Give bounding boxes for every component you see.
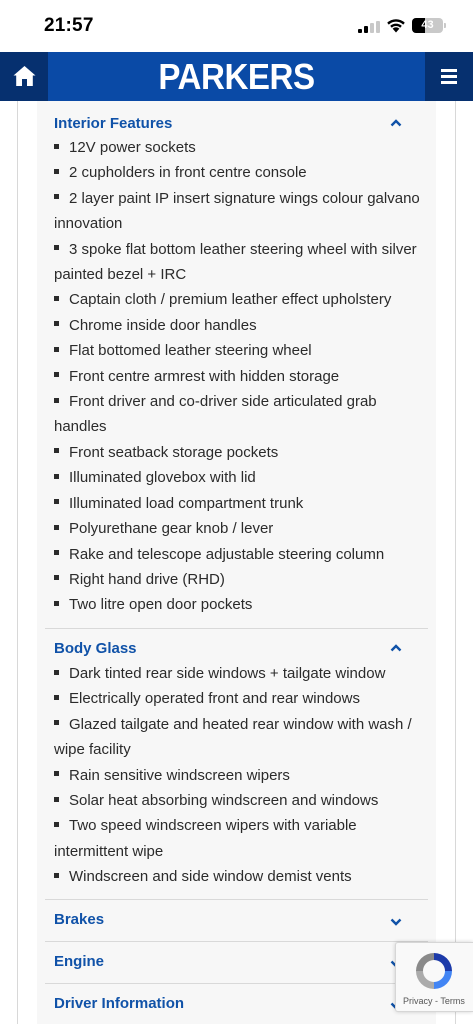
bullet: [54, 720, 59, 725]
list-item: [54, 465, 428, 490]
list-item-text: Dark tinted rear side windows + tailgate window: [69, 665, 386, 682]
list-item: [54, 567, 428, 592]
bullet: [54, 321, 59, 326]
list-item-text: Two litre open door pockets: [69, 596, 253, 614]
section-title-brakes[interactable]: Brakes: [54, 911, 105, 928]
list-item-text: 2 layer paint IP insert signature wings colour galvano innovation: [54, 189, 420, 233]
bullet: [54, 695, 59, 700]
list-item: [54, 712, 428, 763]
bullet: [54, 601, 59, 606]
list-item: [54, 313, 428, 338]
list-item-text: 12V power sockets: [69, 139, 196, 156]
list-item: [54, 287, 428, 312]
section-divider: [45, 983, 428, 984]
bullet: [54, 398, 59, 403]
list-item: [54, 542, 428, 567]
battery-icon: [412, 18, 443, 33]
list-item: [54, 237, 428, 288]
section-title-driver-information[interactable]: Driver Information: [54, 995, 185, 1012]
list-item: [54, 516, 428, 541]
list-item-text: Front seatback storage pockets: [69, 443, 279, 461]
bullet: [54, 575, 59, 580]
chevron-down-icon[interactable]: [390, 918, 402, 926]
section-title-interior-features[interactable]: Interior Features: [54, 115, 173, 132]
list-item-text: Rake and telescope adjustable steering column: [69, 545, 385, 563]
list-item-text: Electrically operated front and rear windows: [69, 690, 360, 708]
list-item-text: Solar heat absorbing windscreen and windows: [69, 792, 379, 810]
list-item-text: Illuminated load compartment trunk: [69, 494, 304, 512]
list-item-text: Chrome inside door handles: [69, 316, 257, 334]
list-item: [54, 864, 428, 889]
status-time: 21:57: [44, 15, 94, 36]
cellular-signal-icon: [358, 21, 380, 33]
list-item-text: Captain cloth / premium leather effect upholstery: [69, 291, 392, 309]
bullet: [54, 144, 59, 149]
bullet: [54, 771, 59, 776]
list-item: [54, 135, 428, 160]
list-item-text: Front driver and co-driver side articulated grab handles: [54, 393, 377, 436]
list-item: [54, 813, 428, 864]
list-item: [54, 364, 428, 389]
status-bar: [0, 0, 473, 52]
list-item: [54, 389, 428, 440]
bullet: [54, 873, 59, 878]
body-glass-list: [54, 661, 428, 890]
battery-nub: [444, 23, 446, 28]
menu-button[interactable]: [425, 52, 473, 101]
home-icon: [12, 64, 37, 88]
list-item-text: Glazed tailgate and heated rear window with wash / wipe facility: [54, 715, 412, 759]
section-divider: [45, 628, 428, 629]
list-item-text: 3 spoke flat bottom leather steering wheel with silver painted bezel + IRC: [54, 240, 417, 284]
list-item-text: Right hand drive (RHD): [69, 570, 225, 588]
recaptcha-badge[interactable]: [395, 942, 473, 1012]
list-item: [54, 338, 428, 363]
bullet: [54, 797, 59, 802]
bullet: [54, 474, 59, 479]
list-item: [54, 788, 428, 813]
list-item-text: Flat bottomed leather steering wheel: [69, 342, 312, 360]
chevron-up-icon[interactable]: [390, 119, 402, 127]
recaptcha-privacy-terms[interactable]: Privacy - Terms: [403, 996, 465, 1006]
list-item: [54, 491, 428, 516]
bullet: [54, 296, 59, 301]
site-header: [0, 52, 473, 101]
bullet: [54, 169, 59, 174]
recaptcha-logo-icon: [412, 949, 456, 993]
list-item-text: Polyurethane gear knob / lever: [69, 520, 274, 538]
list-item-text: Windscreen and side window demist vents: [69, 868, 352, 886]
list-item: [54, 686, 428, 711]
wifi-icon: [386, 17, 406, 33]
bullet: [54, 550, 59, 555]
section-divider: [45, 899, 428, 900]
interior-features-list: [54, 135, 428, 618]
bullet: [54, 822, 59, 827]
section-title-body-glass[interactable]: Body Glass: [54, 640, 137, 657]
bullet: [54, 499, 59, 504]
content-border-left: [17, 101, 18, 1024]
list-item: [54, 763, 428, 788]
chevron-up-icon[interactable]: [390, 644, 402, 652]
hamburger-menu-icon: [437, 64, 461, 88]
list-item: [54, 661, 428, 686]
section-divider: [45, 941, 428, 942]
battery-level: 43: [421, 19, 434, 31]
list-item-text: Rain sensitive windscreen wipers: [69, 766, 290, 784]
bullet: [54, 347, 59, 352]
bullet: [54, 194, 59, 199]
list-item-text: 2 cupholders in front centre console: [69, 164, 307, 182]
list-item: [54, 160, 428, 185]
bullet: [54, 372, 59, 377]
bullet: [54, 245, 59, 250]
section-title-engine[interactable]: Engine: [54, 953, 105, 970]
list-item: [54, 186, 428, 237]
parkers-logo[interactable]: PARKERS: [158, 56, 315, 97]
bullet: [54, 525, 59, 530]
list-item: [54, 440, 428, 465]
list-item-text: Two speed windscreen wipers with variable intermittent wipe: [54, 817, 357, 860]
bullet: [54, 448, 59, 453]
bullet: [54, 670, 59, 675]
list-item: [54, 592, 428, 617]
list-item-text: Illuminated glovebox with lid: [69, 469, 256, 487]
list-item-text: Front centre armrest with hidden storage: [69, 367, 340, 385]
content-border-right: [455, 101, 456, 1024]
home-button[interactable]: [0, 52, 48, 101]
